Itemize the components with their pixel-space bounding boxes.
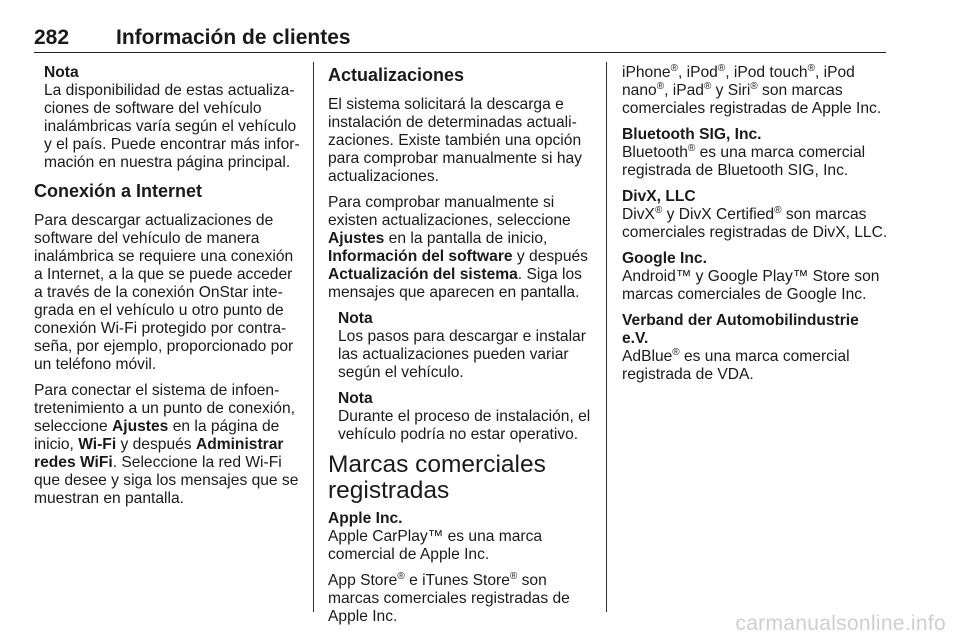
column-divider bbox=[606, 62, 607, 612]
note-line: La disponibilidad de estas actualiza- bbox=[44, 82, 295, 99]
section-heading-actualizaciones: Actualizaciones bbox=[328, 65, 465, 85]
registered-mark: ® bbox=[656, 80, 665, 92]
note-line: mación en nuestra página principal. bbox=[44, 154, 291, 171]
text: DivX bbox=[622, 206, 655, 223]
text: y Siri bbox=[711, 82, 751, 99]
section-heading-marcas bbox=[328, 452, 594, 504]
entry-vda bbox=[622, 312, 888, 384]
column-left bbox=[34, 64, 300, 516]
text: e iTunes Store bbox=[404, 572, 510, 589]
menu-ref-info-software: Información del software bbox=[328, 248, 513, 265]
registered-mark: ® bbox=[717, 62, 726, 74]
page-header bbox=[34, 24, 886, 53]
column-middle bbox=[328, 64, 594, 634]
text: Para comprobar manualmente si existen actualizaciones, seleccione bbox=[328, 194, 571, 229]
text: , iPod nano bbox=[622, 64, 855, 99]
entry-title: Apple Inc. bbox=[328, 510, 403, 527]
text: son marcas comerciales registradas de Apple Inc. bbox=[328, 572, 570, 625]
paragraph: El sistema solicitará la descarga e instalación de determinadas actuali- zaciones. Existe también una opción para comprobar manualmente si hay actualizaciones. bbox=[328, 96, 582, 185]
text: son marcas comerciales registradas de DivX, LLC. bbox=[622, 206, 888, 241]
registered-mark: ® bbox=[774, 204, 782, 216]
note-install bbox=[338, 390, 594, 444]
page-number: 282 bbox=[34, 26, 70, 49]
menu-ref-ajustes: Ajustes bbox=[328, 230, 385, 247]
column-divider bbox=[313, 62, 314, 612]
entry-appstore bbox=[328, 572, 594, 626]
entry-google bbox=[622, 250, 888, 304]
entry-apple bbox=[328, 510, 594, 564]
text: , iPod bbox=[677, 64, 718, 81]
note-steps bbox=[338, 310, 594, 382]
text: . Seleccione la red Wi-Fi que desee y siga los mensajes que se muestran en pantalla. bbox=[34, 454, 299, 507]
registered-mark: ® bbox=[509, 570, 518, 582]
page-title: Información de clientes bbox=[116, 26, 351, 49]
text: Para conectar el sistema de infoen- tretenimiento a un punto de conexión, seleccione bbox=[34, 382, 295, 435]
note-line: ciones de software del vehículo bbox=[44, 100, 262, 117]
paragraph bbox=[34, 382, 300, 508]
note-title: Nota bbox=[338, 310, 373, 327]
text: son marcas comerciales registradas de Apple Inc. bbox=[622, 82, 882, 117]
column-right bbox=[622, 64, 888, 392]
text: App Store bbox=[328, 572, 398, 589]
note-title: Nota bbox=[44, 64, 79, 81]
entry-text: Android™ y Google Play™ Store son marcas comerciales de Google Inc. bbox=[622, 268, 880, 303]
menu-ref-administrar: Administrar redes WiFi bbox=[34, 436, 284, 471]
text: y después bbox=[116, 436, 196, 453]
entry-title: Google Inc. bbox=[622, 250, 707, 267]
paragraph: Para descargar actualizaciones de software del vehículo de manera inalámbrica se requiere una conexión a Internet, a la que se puede acceder a través de la conexión OnStar inte- grada en el vehículo u otro punto de conexión Wi-Fi protegido por contra- seña, por ejemplo, proporcionado por un teléfono móvil. bbox=[34, 212, 294, 373]
registered-mark: ® bbox=[807, 62, 815, 74]
entry-bluetooth bbox=[622, 126, 888, 180]
registered-mark: ® bbox=[750, 80, 758, 92]
paragraph bbox=[328, 194, 594, 302]
entry-divx bbox=[622, 188, 888, 242]
registered-mark: ® bbox=[670, 62, 678, 74]
text: AdBlue bbox=[622, 348, 673, 365]
entry-title: DivX, LLC bbox=[622, 188, 696, 205]
registered-mark: ® bbox=[654, 204, 663, 216]
note-text: Los pasos para descargar e instalar las actualizaciones pueden variar según el vehículo. bbox=[338, 328, 586, 381]
note-text: Durante el proceso de instalación, el vehículo podría no estar operativo. bbox=[338, 408, 591, 443]
text: . Siga los mensajes que aparecen en pantalla. bbox=[328, 266, 582, 301]
entry-text: Apple CarPlay™ es una marca comercial de Apple Inc. bbox=[328, 528, 543, 563]
text: Bluetooth bbox=[622, 144, 688, 161]
text: iPhone bbox=[622, 64, 671, 81]
text: en la pantalla de inicio, bbox=[384, 230, 548, 247]
note-line: inalámbricas varía según el vehículo bbox=[44, 118, 297, 135]
text: es una marca comercial registrada de Bluetooth SIG, Inc. bbox=[622, 144, 866, 179]
text: , iPad bbox=[664, 82, 704, 99]
text: es una marca comercial registrada de VDA. bbox=[622, 348, 850, 383]
menu-ref-wifi: Wi-Fi bbox=[78, 436, 117, 453]
registered-mark: ® bbox=[687, 142, 696, 154]
registered-mark: ® bbox=[703, 80, 712, 92]
heading-line: Marcas comerciales bbox=[328, 451, 546, 478]
registered-mark: ® bbox=[672, 346, 680, 358]
note-availability bbox=[44, 64, 300, 172]
menu-ref-ajustes: Ajustes bbox=[112, 418, 169, 435]
entry-iphone bbox=[622, 64, 888, 118]
heading-line: registradas bbox=[328, 477, 450, 504]
menu-ref-actualizacion: Actualización del sistema bbox=[328, 266, 518, 283]
entry-title: Verband der Automobilindustrie e.V. bbox=[622, 312, 859, 347]
text: , iPod touch bbox=[725, 64, 808, 81]
watermark: carmanualsonline.info bbox=[735, 612, 946, 635]
text: en la página de inicio, bbox=[34, 418, 280, 453]
section-heading-internet: Conexión a Internet bbox=[34, 181, 203, 201]
entry-title: Bluetooth SIG, Inc. bbox=[622, 126, 762, 143]
text: y después bbox=[512, 248, 588, 265]
registered-mark: ® bbox=[397, 570, 405, 582]
text: y DivX Certified bbox=[662, 206, 775, 223]
note-line: y el país. Puede encontrar más infor- bbox=[44, 136, 300, 153]
note-title: Nota bbox=[338, 390, 373, 407]
